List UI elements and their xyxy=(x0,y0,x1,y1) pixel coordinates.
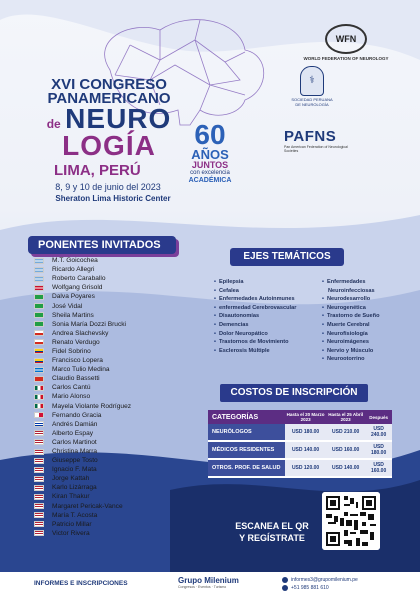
flag-icon xyxy=(34,458,44,464)
costs-price: USD 140.00 xyxy=(326,459,365,477)
topic-item: • Neurofisiología xyxy=(322,330,380,339)
speaker-name: María T. Acosta xyxy=(52,511,98,519)
flag-icon xyxy=(34,476,44,482)
anniversary-academic: ACADÉMICA xyxy=(188,177,232,184)
flag-icon xyxy=(34,421,44,427)
topic-item: • Neuroimágenes xyxy=(322,338,380,347)
costs-price: USD 210.00 xyxy=(326,424,365,441)
pafns-mark: PAFNS xyxy=(284,128,337,145)
footer-contact xyxy=(282,576,358,592)
costs-price: USD 240.00 xyxy=(365,424,392,441)
speaker-item xyxy=(34,392,184,401)
costs-title: COSTOS DE INSCRIPCIÓN xyxy=(220,384,368,402)
topic-item: • Neurodesarrollo xyxy=(322,295,380,304)
speaker-name: Fernando Gracia xyxy=(52,411,102,419)
wfn-mark: WFN xyxy=(325,24,367,54)
speaker-name: Patricio Millar xyxy=(52,520,92,528)
email-icon xyxy=(282,577,288,583)
speaker-name: Andrea Slachevsky xyxy=(52,329,109,337)
costs-row xyxy=(208,441,392,459)
speaker-name: Dalva Poyares xyxy=(52,293,95,301)
flag-icon xyxy=(34,403,44,409)
topic-item: • Nervio y Músculo xyxy=(322,347,380,356)
speaker-name: Sheila Martins xyxy=(52,311,94,319)
topic-item: • Neurootorrino xyxy=(322,355,380,364)
speaker-item xyxy=(34,365,184,374)
speaker-item xyxy=(34,292,184,301)
speaker-item xyxy=(34,320,184,329)
speaker-item xyxy=(34,474,184,483)
flag-icon xyxy=(34,303,44,309)
organizer-logo xyxy=(178,576,239,589)
speaker-name: Carlos Cantú xyxy=(52,384,91,392)
flag-icon xyxy=(34,258,44,264)
speakers-title: PONENTES INVITADOS xyxy=(28,236,176,254)
anniversary-badge xyxy=(180,119,240,185)
flag-icon xyxy=(34,467,44,473)
speaker-name: Alberto Espay xyxy=(52,429,94,437)
speaker-name: Renato Verdugo xyxy=(52,338,100,346)
phone-icon xyxy=(282,585,288,591)
topic-item: • Enfermedades xyxy=(322,278,380,287)
flag-icon xyxy=(34,521,44,527)
speaker-name: Carlos Martinot xyxy=(52,438,97,446)
speakers-list xyxy=(34,256,184,538)
edition-line: XVI CONGRESO xyxy=(51,76,167,93)
qr-caption-line2: Y REGÍSTRATE xyxy=(239,533,305,543)
panamerican-line: PANAMERICANO xyxy=(47,90,171,107)
speaker-item xyxy=(34,465,184,474)
speaker-name: Ricardo Allegri xyxy=(52,266,95,274)
costs-price: USD 160.00 xyxy=(326,441,365,459)
speaker-name: Roberto Caraballo xyxy=(52,275,106,283)
flag-icon xyxy=(34,267,44,273)
flag-icon xyxy=(34,312,44,318)
speaker-item xyxy=(34,347,184,356)
speaker-name: Andrés Damián xyxy=(52,420,98,428)
flag-icon xyxy=(34,276,44,282)
phone-row[interactable] xyxy=(282,584,358,592)
costs-price: USD 180.00 xyxy=(285,424,326,441)
costs-category: MÉDICOS RESIDENTES xyxy=(208,441,285,459)
topic-item: Neuroinfecciosas xyxy=(328,287,375,294)
speaker-name: Margaret Pericak-Vance xyxy=(52,502,123,510)
qr-caption xyxy=(222,520,322,544)
topic-item: • Muerte Cerebral xyxy=(322,321,380,330)
speaker-item xyxy=(34,329,184,338)
topic-item: • Enfermedades Autoinmunes xyxy=(214,295,296,304)
email-text: informes3@grupomilenium.pe xyxy=(291,577,358,583)
speaker-item xyxy=(34,374,184,383)
flag-icon xyxy=(34,367,44,373)
anniversary-together: JUNTOS xyxy=(191,160,229,170)
costs-price: USD 160.00 xyxy=(365,459,392,477)
speaker-item xyxy=(34,274,184,283)
flag-icon xyxy=(34,285,44,291)
flag-icon xyxy=(34,376,44,382)
flag-icon xyxy=(34,494,44,500)
speaker-name: Victor Rivera xyxy=(52,529,90,537)
email-row[interactable] xyxy=(282,576,358,584)
pafns-sub: Pan American Federation of Neurological Societies xyxy=(284,145,348,153)
costs-header-regular: Hasta el 25 Abril 2023 xyxy=(326,410,365,424)
speaker-item xyxy=(34,492,184,501)
speaker-name: M.T. Goicochea xyxy=(52,257,98,265)
speaker-item xyxy=(34,429,184,438)
speaker-item xyxy=(34,283,184,292)
spn-name: SOCIEDAD PERUANA DE NEUROLOGÍA xyxy=(291,97,333,107)
topics-column-2 xyxy=(322,278,380,364)
flag-icon xyxy=(34,394,44,400)
costs-header-early: Hasta el 20 Marzo 2023 xyxy=(286,412,325,422)
costs-table xyxy=(208,410,392,478)
speaker-name: José Vidal xyxy=(52,302,83,310)
speaker-item xyxy=(34,420,184,429)
footer-info-label: INFORMES E INSCRIPCIONES xyxy=(34,580,128,587)
speaker-item xyxy=(34,356,184,365)
wfn-name: WORLD FEDERATION OF NEUROLOGY xyxy=(303,56,389,61)
flag-icon xyxy=(34,439,44,445)
anniversary-number: 60 xyxy=(194,119,226,150)
topics-title: EJES TEMÁTICOS xyxy=(230,248,344,266)
flag-icon xyxy=(34,485,44,491)
speaker-name: Ignacio F. Mata xyxy=(52,466,97,474)
topic-item: • Cefalea xyxy=(214,287,296,296)
organizer-sub: Congresos · Eventos · Turismo xyxy=(178,585,227,589)
speaker-name: Marco Tulio Medina xyxy=(52,366,110,374)
speaker-name: Claudio Bassetti xyxy=(52,375,100,383)
speaker-item xyxy=(34,338,184,347)
speaker-name: Francisco Lopera xyxy=(52,357,103,365)
flag-icon xyxy=(34,339,44,345)
speaker-item xyxy=(34,256,184,265)
flag-icon xyxy=(34,449,44,455)
speaker-item xyxy=(34,311,184,320)
topic-item: • Epilepsia xyxy=(214,278,296,287)
flag-icon xyxy=(34,321,44,327)
anniversary-with: con excelencia xyxy=(190,170,230,176)
congress-title xyxy=(34,78,184,159)
speaker-item xyxy=(34,502,184,511)
flag-icon xyxy=(34,348,44,354)
topic-item: • Neurogenética xyxy=(322,304,380,313)
anniversary-years: AÑOS xyxy=(191,147,229,162)
flag-icon xyxy=(34,358,44,364)
topics-column-1 xyxy=(214,278,296,355)
flag-icon xyxy=(34,330,44,336)
topic-item: • enfermedad Cerebrovascular xyxy=(214,304,296,313)
speaker-item xyxy=(34,511,184,520)
speaker-item xyxy=(34,411,184,420)
costs-price: USD 140.00 xyxy=(285,441,326,459)
topic-item: • Dolor Neuropático xyxy=(214,330,296,339)
topic-item: • Disautonomías xyxy=(214,312,296,321)
pafns-logo xyxy=(284,128,354,153)
costs-price: USD 120.00 xyxy=(285,459,326,477)
registration-qr-code[interactable] xyxy=(322,492,380,550)
speaker-item xyxy=(34,529,184,538)
speaker-item xyxy=(34,456,184,465)
speaker-item xyxy=(34,301,184,310)
spn-logo xyxy=(290,66,334,107)
speaker-name: Jorge Kattah xyxy=(52,475,90,483)
flag-icon xyxy=(34,430,44,436)
event-venue: Sheraton Lima Historic Center xyxy=(55,194,171,203)
speaker-name: Wolfgang Grisold xyxy=(52,284,103,292)
costs-row xyxy=(208,424,392,441)
flag-icon xyxy=(34,294,44,300)
speaker-item xyxy=(34,483,184,492)
speaker-name: Christina Marra xyxy=(52,448,98,456)
topic-item: • Demencias xyxy=(214,321,296,330)
topic-item: • Trastornos de Movimiento xyxy=(214,338,296,347)
speaker-name: Fidel Sobrino xyxy=(52,347,91,355)
neuro-word: NEURO xyxy=(65,103,172,134)
flag-icon xyxy=(34,385,44,391)
speaker-name: Mario Alonso xyxy=(52,393,91,401)
city-label: LIMA, PERÚ xyxy=(54,162,141,179)
event-dates: 8, 9 y 10 de junio del 2023 xyxy=(55,182,161,192)
costs-row xyxy=(208,459,392,477)
organizer-name: Grupo Milenium xyxy=(178,576,239,585)
speaker-name: Karlo Lizárraga xyxy=(52,484,97,492)
costs-price: USD 180.00 xyxy=(365,441,392,459)
speaker-item xyxy=(34,520,184,529)
spn-seal-icon: ⚕ xyxy=(300,66,324,96)
topic-item: • Esclerosis Múltiple xyxy=(214,347,296,356)
qr-caption-line1: ESCANEA EL QR xyxy=(235,521,309,531)
speaker-item xyxy=(34,265,184,274)
speaker-item xyxy=(34,447,184,456)
flag-icon xyxy=(34,412,44,418)
speaker-item xyxy=(34,438,184,447)
speaker-name: Mayela Violante Rodríguez xyxy=(52,402,132,410)
costs-header-category: CATEGORÍAS xyxy=(208,410,285,424)
costs-category: NEURÓLOGOS xyxy=(208,424,285,441)
de-word: de xyxy=(46,117,61,131)
speaker-name: Sonia María Dozzi Brucki xyxy=(52,320,127,328)
speaker-item xyxy=(34,383,184,392)
speaker-name: Kiran Thakur xyxy=(52,493,90,501)
speaker-item xyxy=(34,402,184,411)
flag-icon xyxy=(34,503,44,509)
flag-icon xyxy=(34,530,44,536)
wfn-logo xyxy=(286,24,406,61)
topic-item: • Trastorno de Sueño xyxy=(322,312,380,321)
flag-icon xyxy=(34,512,44,518)
costs-category: OTROS. PROF. DE SALUD xyxy=(208,459,285,477)
costs-header-late: Después xyxy=(365,410,392,424)
logia-word: LOGÍA xyxy=(62,130,156,161)
speaker-name: Giuseppe Tosto xyxy=(52,457,98,465)
phone-text: +51 985 881 610 xyxy=(291,585,329,591)
